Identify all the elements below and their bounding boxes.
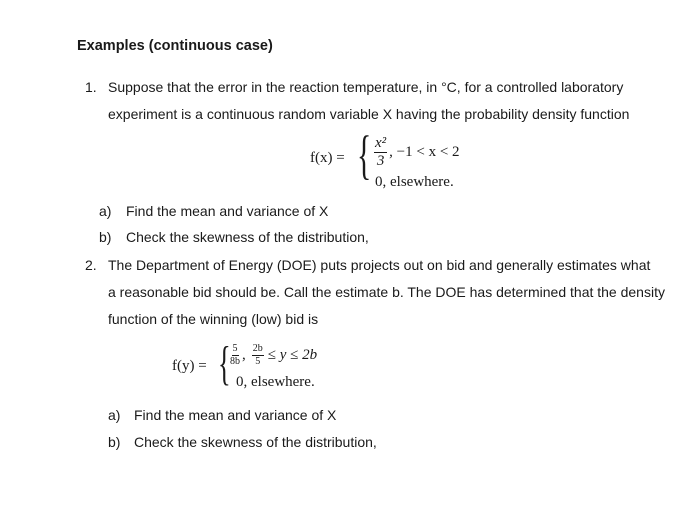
equation-1-fraction-denominator: 3 (376, 153, 385, 169)
problem-1-part-b-label: b) (99, 229, 112, 245)
equation-1-lhs: f(x) = (310, 150, 345, 166)
equation-1-case-1 (374, 136, 460, 169)
problem-2-text-line-2: a reasonable bid should be. Call the estimate b. The DOE has determined that the density (108, 284, 665, 300)
problem-1-part-b-text: Check the skewness of the distribution, (126, 229, 369, 245)
equation-2-case-2: 0, elsewhere. (236, 374, 315, 390)
problem-2-text-line-3: function of the winning (low) bid is (108, 311, 319, 327)
problem-2-text-line-1: The Department of Energy (DOE) puts projects out on bid and generally estimates what (108, 257, 651, 273)
equation-2-fraction-2-numerator: 2b (252, 343, 263, 354)
problem-1-text-line-2: experiment is a continuous random variable X having the probability density function (108, 106, 630, 122)
problem-1-text-line-1: Suppose that the error in the reaction temperature, in °C, for a controlled laboratory (108, 79, 624, 95)
problem-1-part-a-label: a) (99, 203, 112, 219)
equation-2-fraction-1 (230, 344, 240, 367)
problem-2-part-b-text: Check the skewness of the distribution, (134, 434, 377, 450)
equation-1-fraction (374, 136, 387, 169)
equation-2-case-1 (230, 344, 317, 367)
equation-2-separator: , (242, 347, 246, 363)
equation-2-fraction-1-numerator: 5 (232, 343, 238, 354)
problem-2-part-b-label: b) (108, 434, 121, 450)
equation-2-brace: { (218, 337, 231, 390)
section-heading: Examples (continuous case) (77, 38, 273, 54)
equation-2-lhs: f(y) = (172, 358, 207, 374)
equation-1-case-2: 0, elsewhere. (375, 174, 454, 190)
problem-1-part-a-text: Find the mean and variance of X (126, 203, 329, 219)
equation-1-brace: { (357, 125, 372, 185)
problem-1-number: 1. (85, 79, 97, 95)
problem-2-part-a-text: Find the mean and variance of X (134, 407, 337, 423)
equation-2-fraction-1-denominator: 8b (230, 356, 240, 367)
equation-2-case-1-condition: ≤ y ≤ 2b (267, 347, 318, 363)
equation-1-fraction-numerator: x² (375, 135, 387, 151)
problem-2-number: 2. (85, 257, 97, 273)
equation-2-fraction-2 (252, 344, 264, 367)
equation-2-fraction-2-denominator: 5 (255, 356, 261, 367)
equation-1-case-1-condition: , −1 < x < 2 (389, 144, 460, 160)
problem-2-part-a-label: a) (108, 407, 121, 423)
